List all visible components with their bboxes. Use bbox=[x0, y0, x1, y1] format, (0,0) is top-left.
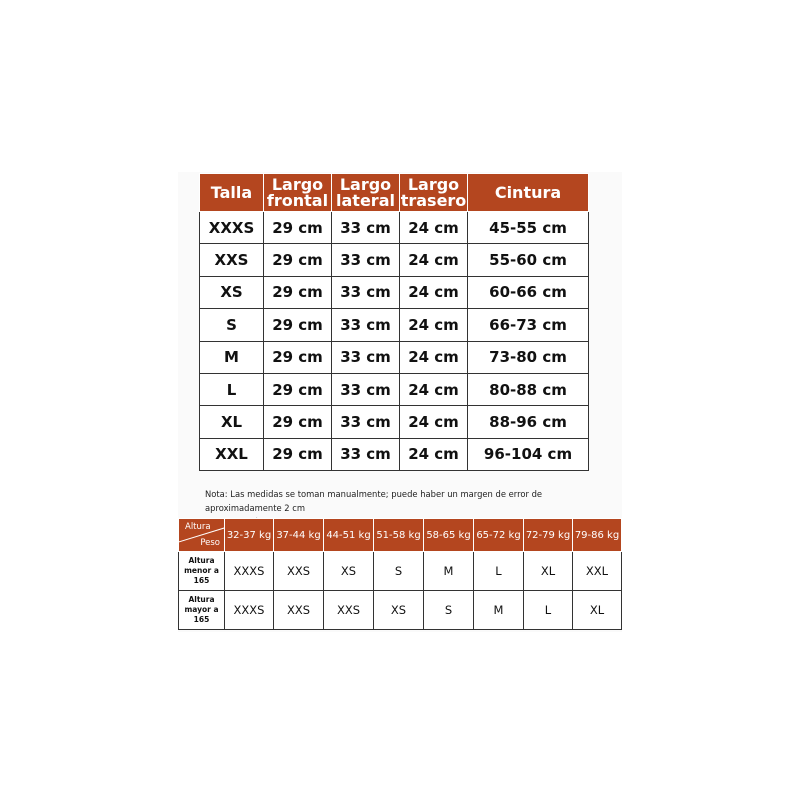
side-length-cell: 33 cm bbox=[332, 373, 400, 405]
waist-cell: 60-66 cm bbox=[468, 276, 589, 308]
weight-range-header: 32-37 kg bbox=[225, 519, 274, 552]
header-cintura: Cintura bbox=[468, 174, 589, 212]
recommended-size-cell: S bbox=[374, 552, 424, 591]
recommended-size-cell: XXL bbox=[573, 552, 622, 591]
size-cell: S bbox=[200, 309, 264, 341]
weight-range-header: 37-44 kg bbox=[274, 519, 324, 552]
weight-range-header: 51-58 kg bbox=[374, 519, 424, 552]
table-row bbox=[200, 341, 589, 373]
recommended-size-cell: XXXS bbox=[225, 591, 274, 630]
recommended-size-cell: XXS bbox=[274, 591, 324, 630]
side-length-cell: 33 cm bbox=[332, 309, 400, 341]
recommended-size-cell: XXS bbox=[274, 552, 324, 591]
side-length-cell: 33 cm bbox=[332, 341, 400, 373]
waist-cell: 88-96 cm bbox=[468, 406, 589, 438]
corner-label-weight: Peso bbox=[200, 538, 220, 548]
size-table-header-row bbox=[200, 174, 589, 212]
recommended-size-cell: S bbox=[424, 591, 474, 630]
weight-range-header: 44-51 kg bbox=[324, 519, 374, 552]
note-margin-of-error: Nota: Las medidas se toman manualmente; puede haber un margen de error de aproximadamente 2 cm bbox=[205, 489, 543, 513]
back-length-cell: 24 cm bbox=[400, 244, 468, 276]
header-largo-lateral: Largo lateral bbox=[332, 174, 400, 212]
weight-range-header: 79-86 kg bbox=[573, 519, 622, 552]
recommended-size-cell: L bbox=[524, 591, 573, 630]
side-length-cell: 33 cm bbox=[332, 406, 400, 438]
header-largo-frontal: Largo frontal bbox=[264, 174, 332, 212]
side-length-cell: 33 cm bbox=[332, 438, 400, 470]
side-length-cell: 33 cm bbox=[332, 276, 400, 308]
height-row-label: Altura menor a 165 bbox=[179, 552, 225, 591]
recommended-size-cell: XXXS bbox=[225, 552, 274, 591]
waist-cell: 80-88 cm bbox=[468, 373, 589, 405]
table-row bbox=[200, 212, 589, 244]
recommended-size-cell: XL bbox=[573, 591, 622, 630]
back-length-cell: 24 cm bbox=[400, 212, 468, 244]
table-row bbox=[200, 373, 589, 405]
front-length-cell: 29 cm bbox=[264, 406, 332, 438]
waist-cell: 96-104 cm bbox=[468, 438, 589, 470]
front-length-cell: 29 cm bbox=[264, 309, 332, 341]
table-row bbox=[200, 244, 589, 276]
header-largo-trasero: Largo trasero bbox=[400, 174, 467, 210]
weight-header-row bbox=[179, 519, 622, 552]
front-length-cell: 29 cm bbox=[264, 244, 332, 276]
height-weight-corner-cell bbox=[179, 519, 225, 552]
weight-range-header: 72-79 kg bbox=[524, 519, 573, 552]
side-length-cell: 33 cm bbox=[332, 244, 400, 276]
front-length-cell: 29 cm bbox=[264, 373, 332, 405]
recommended-size-cell: XS bbox=[324, 552, 374, 591]
corner-label-height: Altura bbox=[185, 522, 211, 532]
recommended-size-cell: XS bbox=[374, 591, 424, 630]
size-cell: XXS bbox=[200, 244, 264, 276]
table-row bbox=[200, 276, 589, 308]
waist-cell: 66-73 cm bbox=[468, 309, 589, 341]
back-length-cell: 24 cm bbox=[400, 309, 468, 341]
table-row bbox=[200, 406, 589, 438]
size-cell: M bbox=[200, 341, 264, 373]
recommended-size-cell: XL bbox=[524, 552, 573, 591]
size-cell: XXXS bbox=[200, 212, 264, 244]
size-measurements-table bbox=[199, 173, 589, 471]
recommended-size-cell: M bbox=[424, 552, 474, 591]
header-talla: Talla bbox=[200, 174, 264, 212]
size-cell: L bbox=[200, 373, 264, 405]
table-row bbox=[179, 552, 622, 591]
height-weight-table bbox=[178, 518, 622, 630]
recommended-size-cell: L bbox=[474, 552, 524, 591]
table-row bbox=[200, 438, 589, 470]
waist-cell: 73-80 cm bbox=[468, 341, 589, 373]
back-length-cell: 24 cm bbox=[400, 438, 468, 470]
weight-range-header: 65-72 kg bbox=[474, 519, 524, 552]
front-length-cell: 29 cm bbox=[264, 341, 332, 373]
size-cell: XL bbox=[200, 406, 264, 438]
waist-cell: 45-55 cm bbox=[468, 212, 589, 244]
table-row bbox=[179, 591, 622, 630]
recommended-size-cell: M bbox=[474, 591, 524, 630]
back-length-cell: 24 cm bbox=[400, 373, 468, 405]
back-length-cell: 24 cm bbox=[400, 276, 468, 308]
front-length-cell: 29 cm bbox=[264, 438, 332, 470]
height-row-label: Altura mayor a 165 bbox=[179, 591, 225, 630]
size-cell: XS bbox=[200, 276, 264, 308]
side-length-cell: 33 cm bbox=[332, 212, 400, 244]
back-length-cell: 24 cm bbox=[400, 406, 468, 438]
size-cell: XXL bbox=[200, 438, 264, 470]
back-length-cell: 24 cm bbox=[400, 341, 468, 373]
table-row bbox=[200, 309, 589, 341]
front-length-cell: 29 cm bbox=[264, 276, 332, 308]
recommended-size-cell: XXS bbox=[324, 591, 374, 630]
front-length-cell: 29 cm bbox=[264, 212, 332, 244]
weight-range-header: 58-65 kg bbox=[424, 519, 474, 552]
waist-cell: 55-60 cm bbox=[468, 244, 589, 276]
